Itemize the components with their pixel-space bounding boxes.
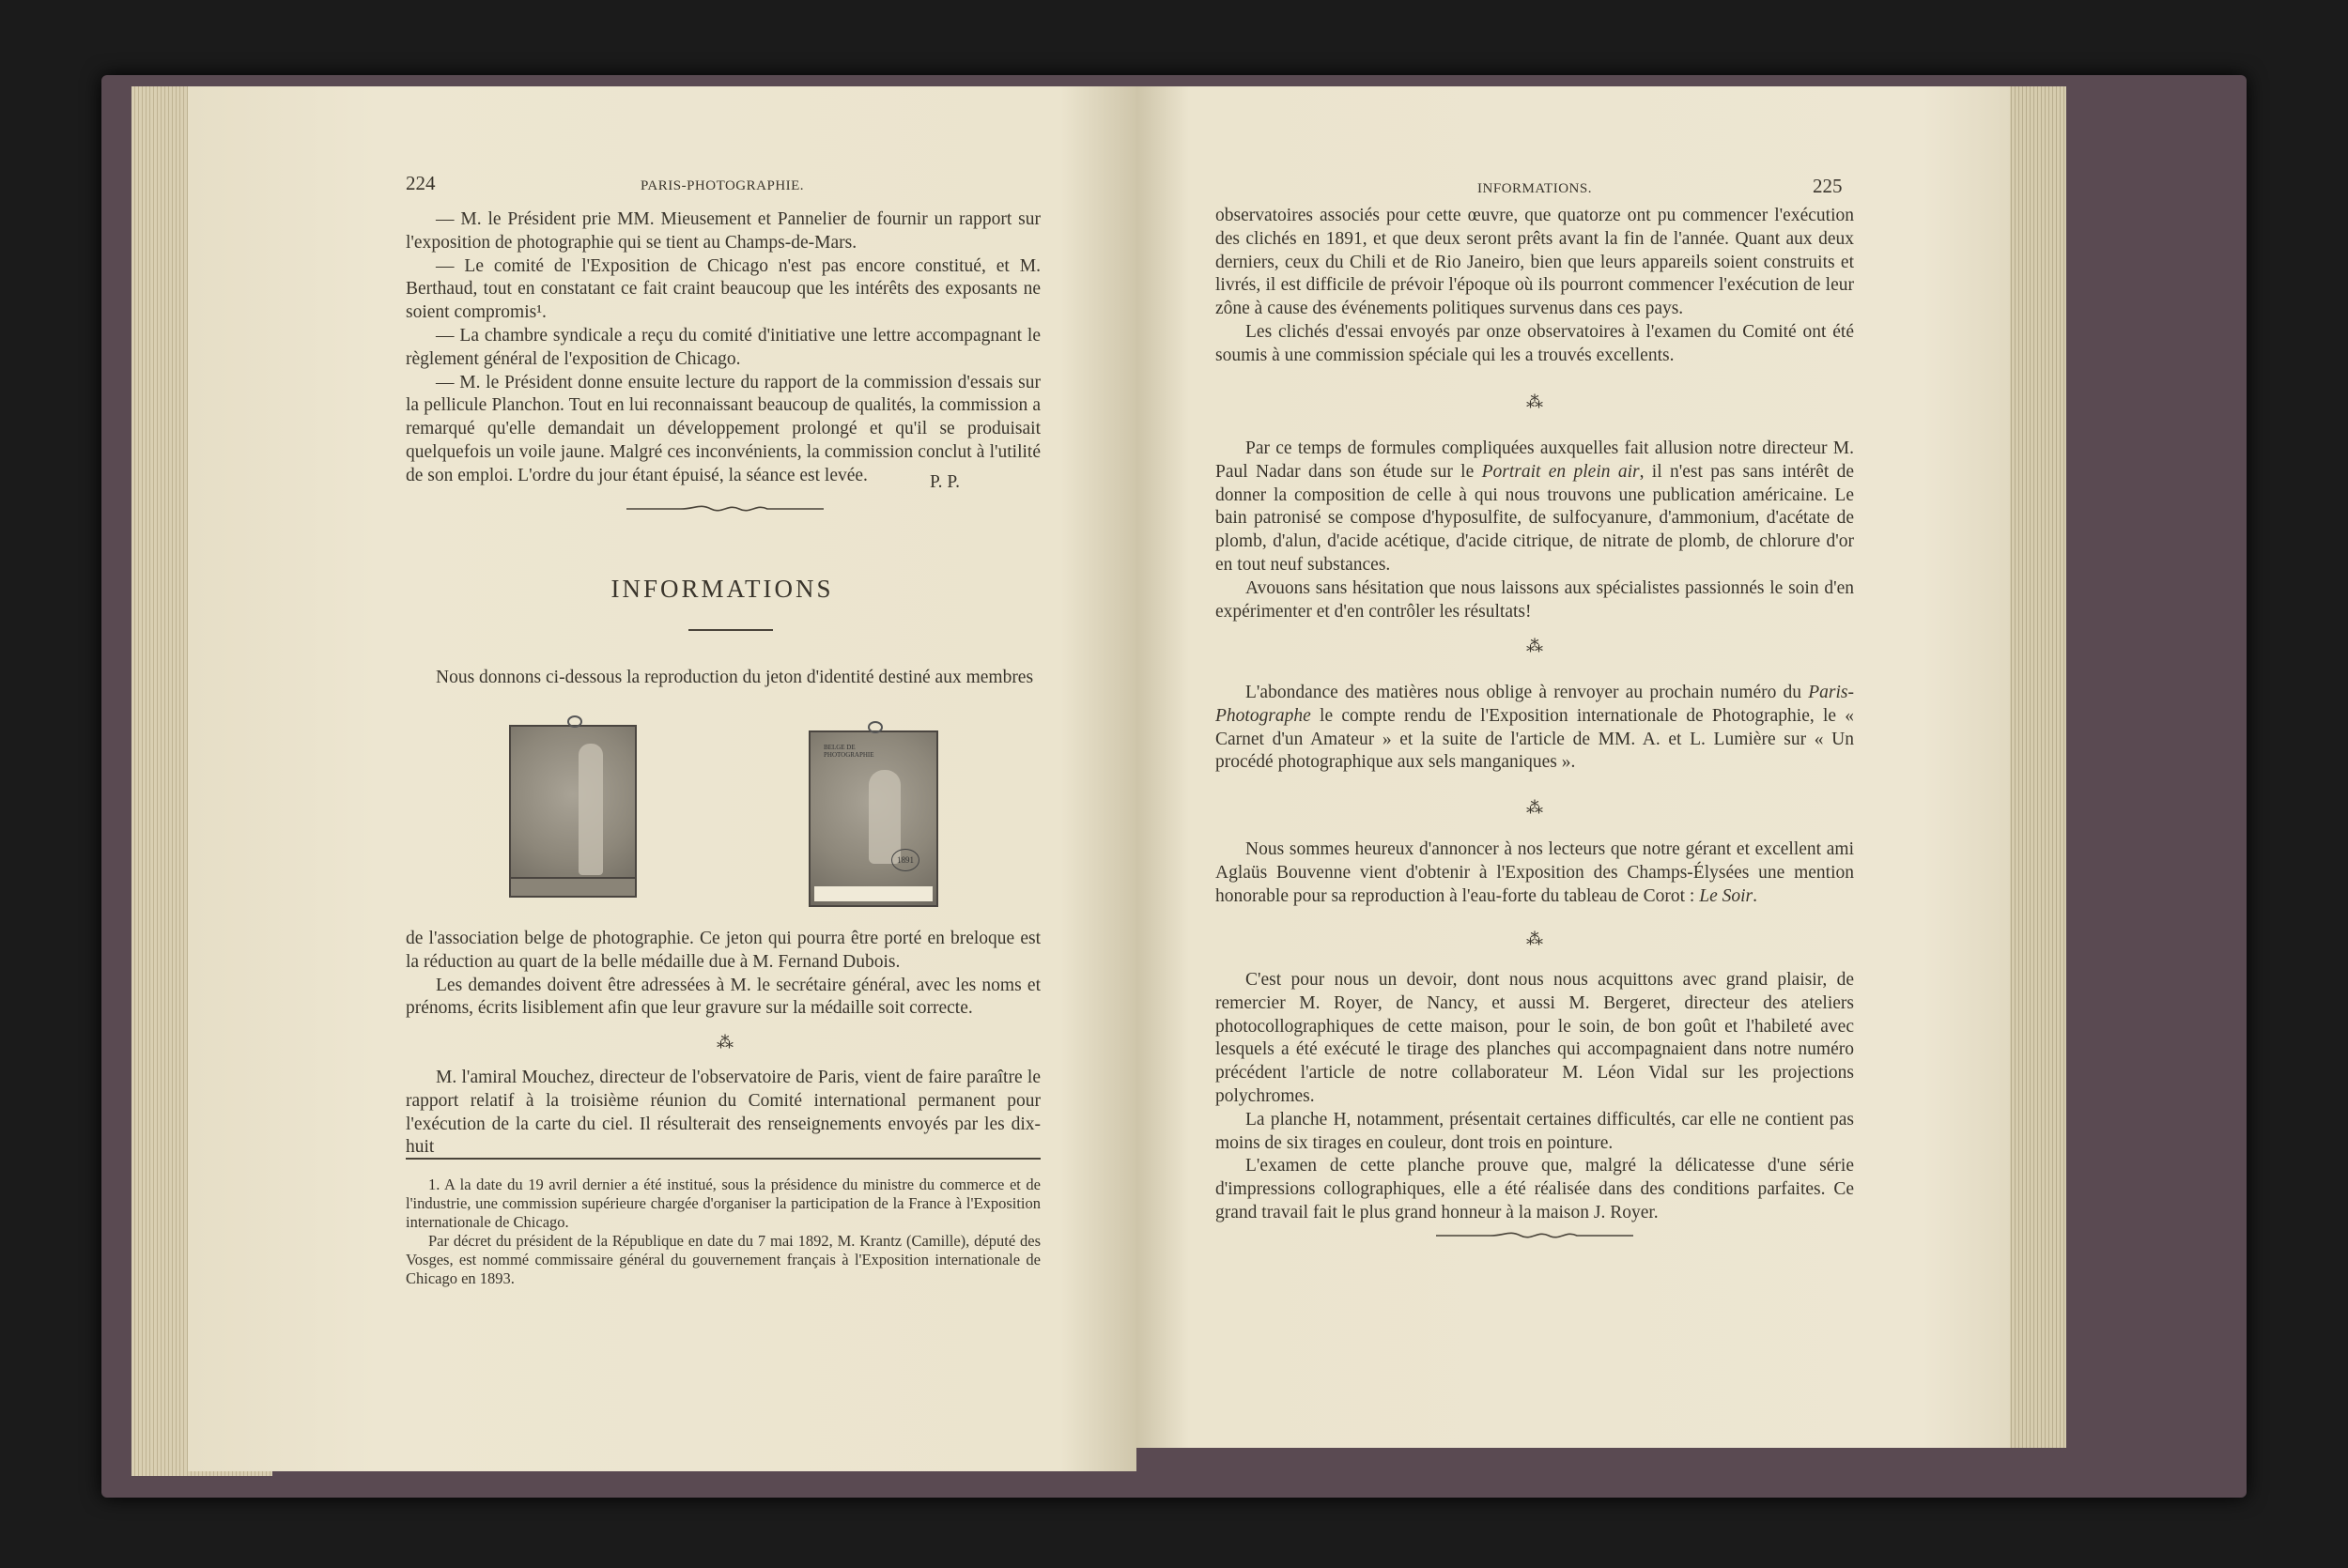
asterism: ⁂ xyxy=(1526,392,1543,411)
paragraph: Avouons sans hésitation que nous laissons aux spécialistes passionnés le soin d'en expérimenter et d'en contrôler les résultats! xyxy=(1215,577,1854,622)
title-rule xyxy=(688,629,773,631)
medal-figure xyxy=(579,744,603,875)
text-span: . xyxy=(1753,885,1757,906)
text-span: , il n'est pas sans intérêt de donner la composition de celle à qui nous trouvons une publication américaine. Le bain patronisé se compose d'hyposulfite, de sulfocyanure, d'ammonium, d'acétate de plomb, d'alun, d'acide acétique, d'acide citrique, de nitrate de plomb, de chlorure d'or en tout neuf substances. xyxy=(1215,461,1854,575)
nadar-text xyxy=(1215,438,1854,623)
footnote-rule xyxy=(406,1158,1041,1160)
medal-year: 1891 xyxy=(891,849,919,871)
asterism: ⁂ xyxy=(1526,637,1543,655)
paragraph: La planche H, notamment, présentait certaines difficultés, car elle ne contient pas moins de six tirages en couleur, dont trois en pointure. xyxy=(1215,1109,1854,1153)
footnote: Par décret du président de la République en date du 7 mai 1892, M. Krantz (Camille), député des Vosges, est nommé commissaire général du gouvernement français à l'Exposition internationale de Chicago en 1893. xyxy=(406,1232,1041,1287)
medal-text xyxy=(406,928,1041,1021)
intro-text xyxy=(406,667,1041,690)
paragraph: Nous donnons ci-dessous la reproduction du jeton d'identité destiné aux membres xyxy=(436,668,1034,687)
paragraph: Les clichés d'essai envoyés par onze observatoires à l'examen du Comité ont été soumis à une commission spéciale qui les a trouvés excellents. xyxy=(1215,321,1854,365)
text-span: Par ce temps de formules compliquées auxquelles fait allusion notre directeur M. Paul Nadar dans son étude sur le xyxy=(1215,438,1854,482)
medal-ring xyxy=(567,715,582,728)
medal-base xyxy=(511,877,635,896)
paragraph: M. l'amiral Mouchez, directeur de l'observatoire de Paris, vient de faire paraître le rapport relatif à la troisième réunion du Comité international permanent pour l'exécution de la carte du ciel. Il résulterait des renseignements envoyés par les dix-huit xyxy=(406,1068,1041,1158)
paragraph: — Le comité de l'Exposition de Chicago n'est pas encore constitué, et M. Berthaud, tout en constatant ce fait craint beaucoup que les intérêts des exposants ne soient compromis¹. xyxy=(406,255,1041,323)
paragraph: — M. le Président donne ensuite lecture du rapport de la commission d'essais sur la pellicule Planchon. Tout en lui reconnaissant beaucoup de qualités, la commission a remarqué qu'elle demandait un développement prolongé et qu'il se produisait quelquefois un voile jaune. Malgré ces inconvénients, la commission conclut à l'utilité de son emploi. L'ordre du jour étant épuisé, la séance est levée. xyxy=(406,372,1041,485)
medal-inscription: BELGE DE PHOTOGRAPHIE xyxy=(824,744,874,759)
signature: P. P. xyxy=(930,472,960,492)
paragraph: L'examen de cette planche prouve que, malgré la délicatesse d'une série d'impressions collographiques, elle a été réalisée dans des conditions parfaites. Ce grand travail fait le plus grand honneur à la maison J. Royer. xyxy=(1215,1156,1854,1222)
page-number-left: 224 xyxy=(406,172,436,194)
royer-text xyxy=(1215,969,1854,1225)
paragraph: — M. le Président prie MM. Mieusement et Pannelier de fournir un rapport sur l'exposition de photographie qui se tient au Champs-de-Mars. xyxy=(406,209,1041,253)
medal-blank-plate xyxy=(814,886,933,901)
page-number-right: 225 xyxy=(1813,175,1843,197)
text-span: Nous sommes heureux d'annoncer à nos lecteurs que notre gérant et excellent ami Aglaüs Bouvenne vient d'obtenir à l'Exposition des Champs-Élysées une mention honorable pour sa reproduction à l'eau-forte du tableau de Corot : xyxy=(1215,839,1854,906)
bouvenne-text xyxy=(1215,838,1854,908)
page-edges-right xyxy=(2000,86,2066,1448)
italic-title: Paris-Photographe xyxy=(1215,683,1854,726)
observatories-text xyxy=(1215,205,1854,368)
text-span: L'abondance des matières nous oblige à renvoyer au prochain numéro du xyxy=(1245,683,1809,702)
paragraph: C'est pour nous un devoir, dont nous nous acquittons avec grand plaisir, de remercier M. Royer, de Nancy, et aussi M. Bergeret, directeur des ateliers photocollographiques de cette maison, pour le soin, de bon goût et l'habileté avec lesquels a été exécuté le tirage des planches qui accompagnaient dans notre numéro précédent l'article de notre collaborateur M. Léon Vidal sur les projections polychromes. xyxy=(1215,970,1854,1106)
paragraph xyxy=(1215,838,1854,908)
ornament-divider xyxy=(1434,1226,1636,1245)
asterism: ⁂ xyxy=(1526,798,1543,817)
paragraph: observatoires associés pour cette œuvre, que quatorze ont pu commencer l'exécution des clichés en 1891, et que deux seront prêts avant la fin de l'année. Quant aux deux derniers, ceux du Chili et de Rio Janeiro, bien que leurs appareils soient construits et livrés, il est difficile de prévoir l'époque où ils pourront commencer l'exécution de leur zône à cause des événements politiques survenus dans ces pays. xyxy=(1215,206,1854,319)
running-head-right: INFORMATIONS. xyxy=(1477,181,1592,196)
paragraph: de l'association belge de photographie. Ce jeton qui pourra être porté en breloque est la réduction au quart de la belle médaille due à M. Fernand Dubois. xyxy=(406,929,1041,972)
ornament-divider xyxy=(625,500,826,518)
section-title: INFORMATIONS xyxy=(610,575,834,603)
paragraph xyxy=(1215,682,1854,775)
text-span: le compte rendu de l'Exposition internationale de Photographie, le « Carnet d'un Amateur » et la suite de l'article de MM. A. et L. Lumière sur « Un procédé photographique aux sels manganiques ». xyxy=(1215,705,1854,773)
medal-obverse xyxy=(509,725,637,898)
minutes-text xyxy=(406,208,1041,488)
asterism: ⁂ xyxy=(717,1033,734,1052)
mouchez-text xyxy=(406,1067,1041,1160)
footnotes xyxy=(406,1176,1041,1288)
running-head-left: PARIS-PHOTOGRAPHIE. xyxy=(640,178,805,193)
asterism: ⁂ xyxy=(1526,930,1543,948)
abondance-text xyxy=(1215,682,1854,775)
paragraph xyxy=(1215,438,1854,577)
paragraph: Les demandes doivent être adressées à M. le secrétaire général, avec les noms et prénoms, écrits lisiblement afin que leur gravure sur la médaille soit correcte. xyxy=(406,975,1041,1019)
italic-title: Portrait en plein air xyxy=(1481,461,1640,482)
medal-figure xyxy=(869,770,901,864)
medal-ring xyxy=(868,721,883,733)
paragraph: — La chambre syndicale a reçu du comité d'initiative une lettre accompagnant le règlement général de l'exposition de Chicago. xyxy=(406,325,1041,369)
medal-reverse xyxy=(809,730,938,907)
italic-title: Le Soir xyxy=(1699,885,1753,906)
footnote: 1. A la date du 19 avril dernier a été institué, sous la présidence du ministre du commerce et de l'industrie, une commission supérieure chargée d'organiser la participation de la France à l'Exposition internationale de Chicago. xyxy=(406,1176,1041,1231)
